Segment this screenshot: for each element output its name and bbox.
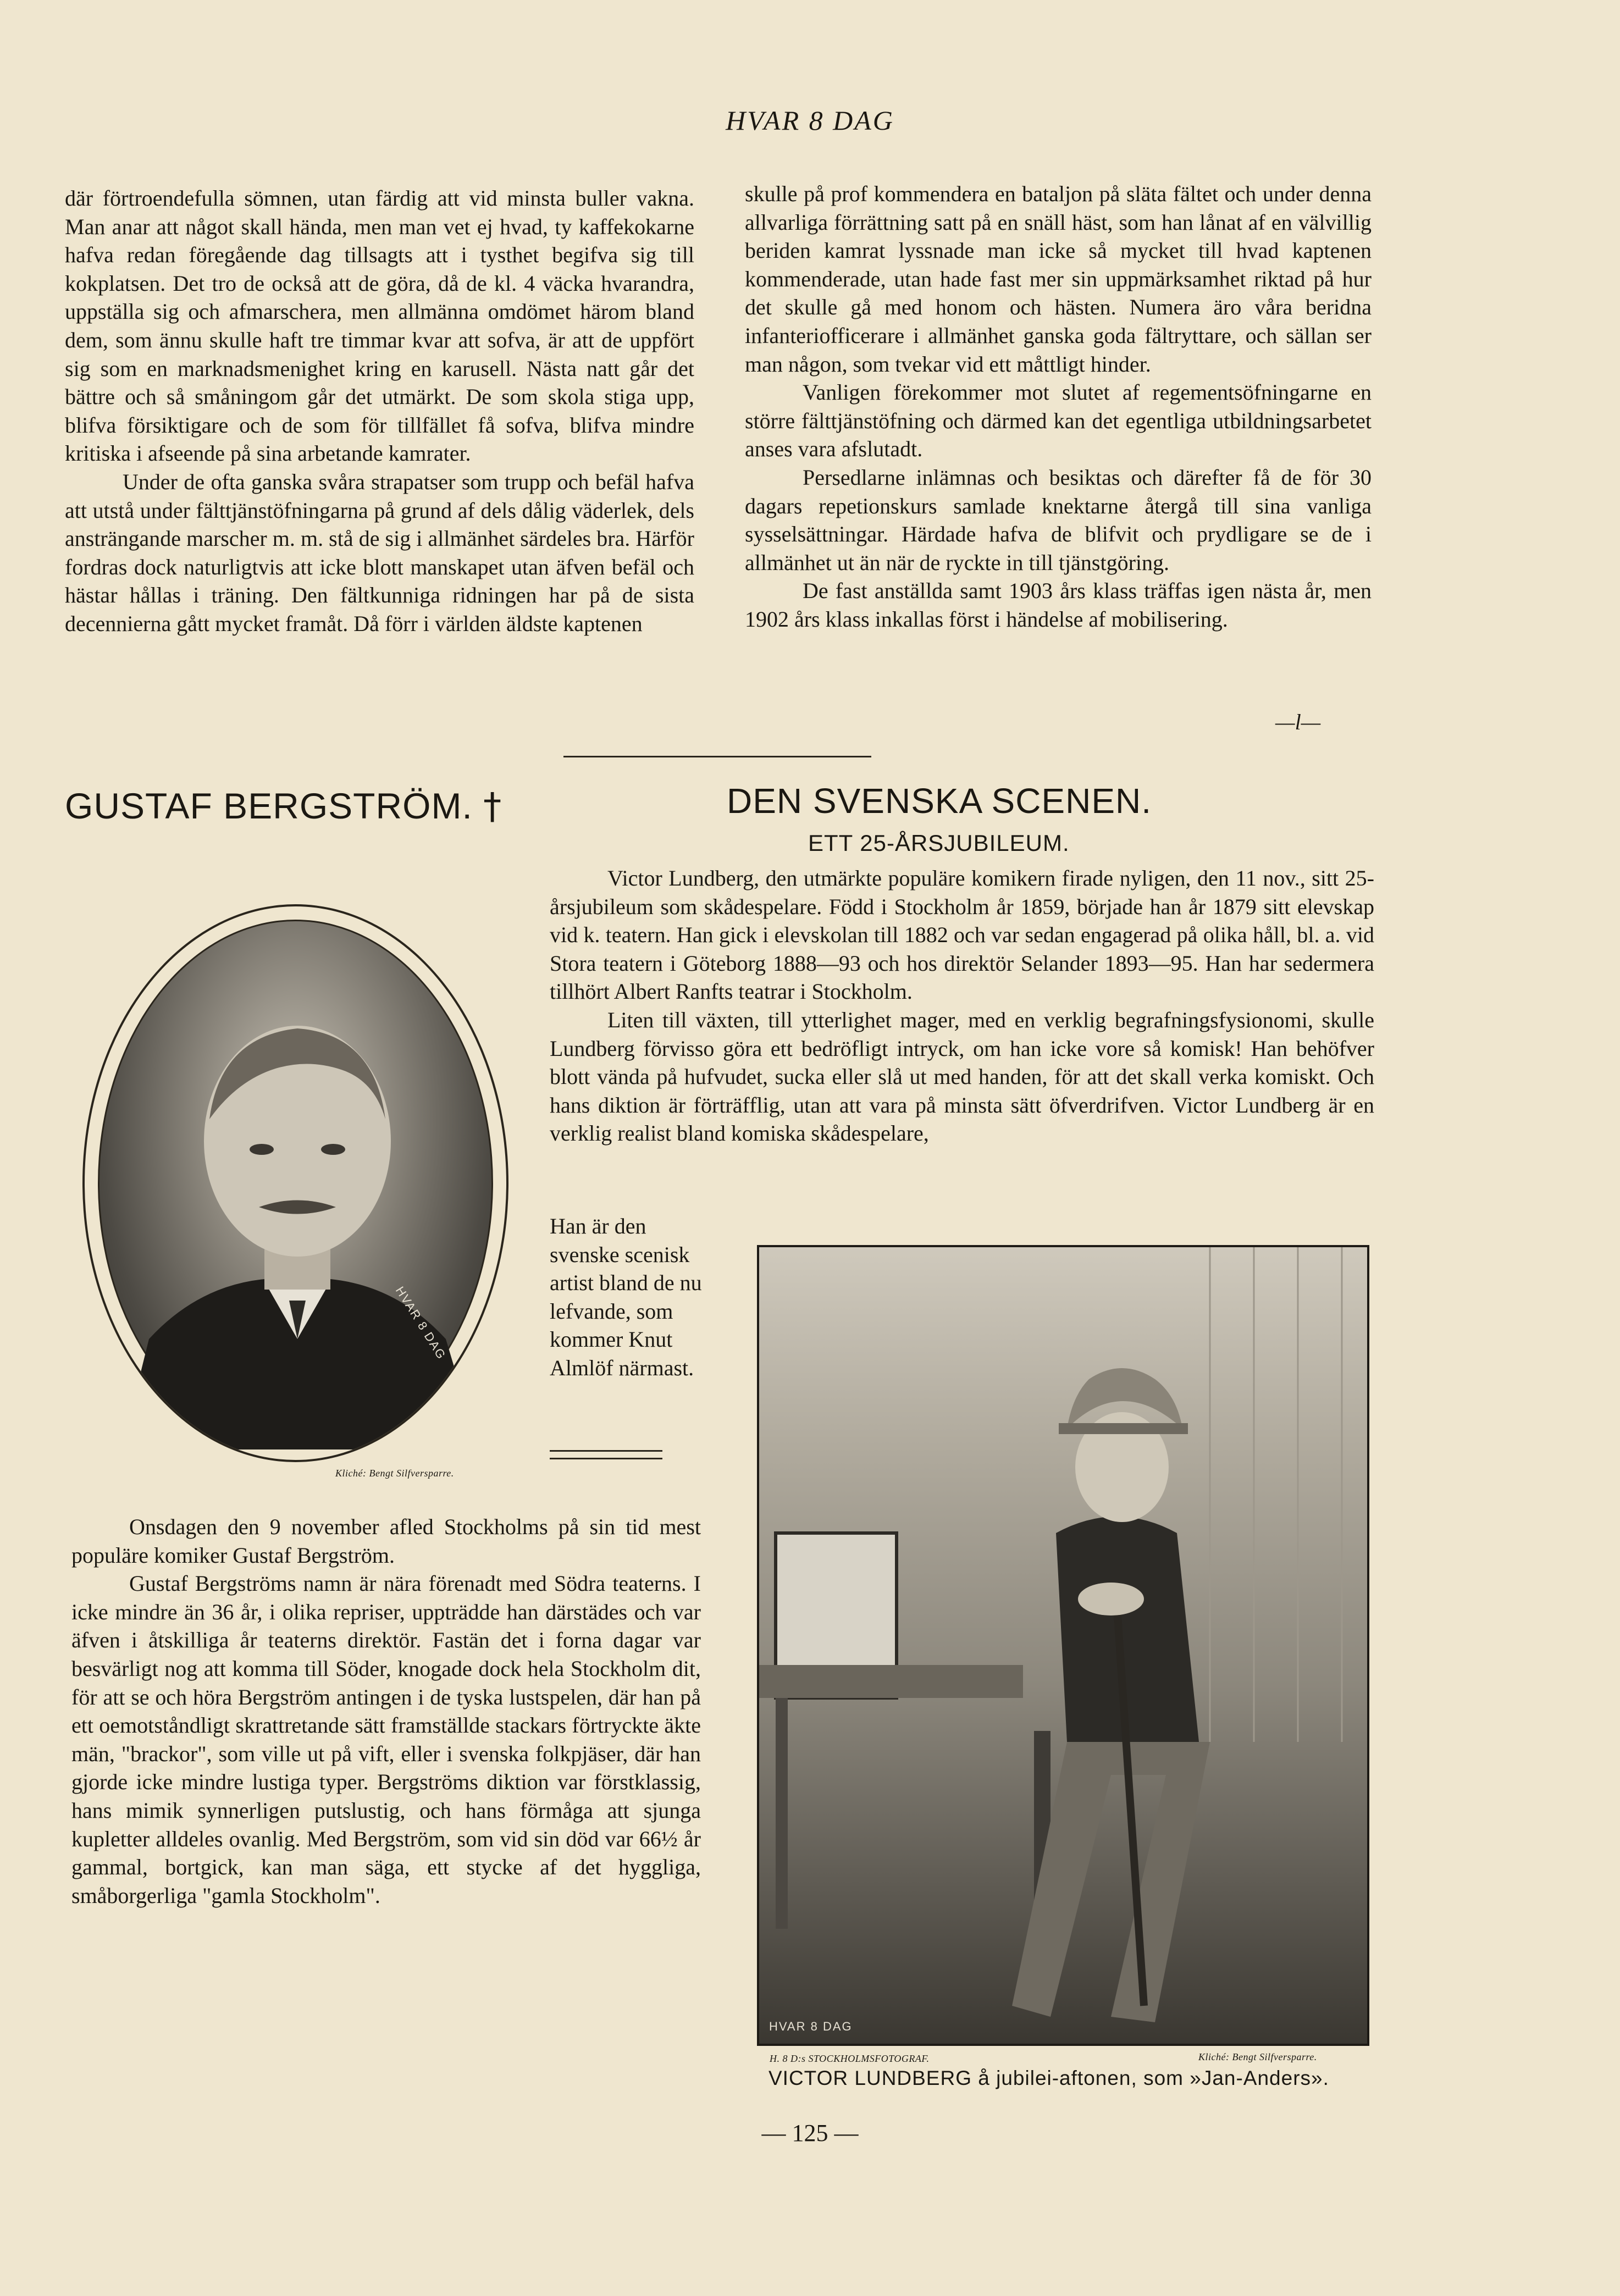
bergstrom-portrait	[82, 904, 508, 1462]
photo-credit-right: Kliché: Bengt Silfversparre.	[1198, 2051, 1317, 2062]
paragraph: Victor Lundberg, den utmärkte populäre komikern firade nyligen, den 11 nov., sitt 25-årsjubileum som skådespelare. Född i Stockholm år 1859, började han år 1879 sitt elevskap vid k. teatern. Han gick i elevskolan till 1882 och var sedan engagerad på olika håll, bl. a. vid Stora teatern i Göteborg 1888—93 och hos direktör Selander 1893—95. Han har sedermera tillhört Albert Ranfts teatrar i Stockholm.	[550, 866, 1374, 1004]
scenen-subtitle: ETT 25-ÅRSJUBILEUM.	[808, 830, 1070, 856]
paragraph: Persedlarne inlämnas och besiktas och därefter få de för 30 dagars repetionskurs samlade knektarne återgå till sina vanliga sysselsättningar. Härdade hafva de blifvit och prydligare se de i allmänhet ut än när de ryckte in till tjänstgöring.	[745, 464, 1372, 575]
mid-divider-1	[550, 1450, 662, 1452]
paragraph: Onsdagen den 9 november afled Stockholms på sin tid mest populäre komiker Gustaf Bergström.	[71, 1514, 701, 1568]
photo-watermark: HVAR 8 DAG	[769, 2020, 853, 2033]
paragraph: skulle på prof kommendera en bataljon på släta fältet och under denna allvarliga förrättning satt på en snäll häst, som han lånat af en välvillig beriden kamrat lyssnade man icke så mycket till hvad kaptenen kommenderade, utan hade fast mer sin uppmärksamhet riktad på hur det skulle gå med honom och hästen. Numera äro våra beridna infanteriofficerare i allmänhet ganska goda fältryttare, och sällan ser man någon, som tvekar vid ett måttligt hinder.	[745, 181, 1372, 377]
signature: —l—	[1275, 710, 1321, 734]
photo-credit-left: H. 8 D:s STOCKHOLMSFOTOGRAF.	[770, 2053, 930, 2064]
paragraph: Gustaf Bergströms namn är nära förenadt med Södra teaterns. I icke mindre än 36 år, i olika repriser, uppträdde han därstädes och var äfven i åtskilliga år teaterns direktör. Fastän det i forna dagar var besvärligt nog att komma till Söder, knogade dock hela Stockholm dit, för att se och höra Bergström antingen i de tyska lustspelen, där han på ett oemotståndligt skrattretande sätt framställde stackars förtryckte äkte män, "brackor", som ville ut på vift, eller i svenska folkpjäser, där han gjorde icke mindre lustiga typer. Bergströms diktion var förstklassig, hans mimik synnerligen putslustig, och hans förmåga att sjunga kupletter alldeles ovanlig. Med Bergström, som vid sin död var 66½ år gammal, bortgick, kan man säga, ett stycke af det hyggliga, småborgerliga "gamla Stockholm".	[71, 1571, 701, 1908]
lundberg-figure	[759, 1247, 1367, 2044]
paragraph: De fast anställda samt 1903 års klass träffas igen nästa år, men 1902 års klass inkallas först i händelse af mobilisering.	[745, 578, 1372, 632]
bergstrom-text	[71, 1513, 701, 1910]
photo-caption: VICTOR LUNDBERG å jubilei-aftonen, som »Jan-Anders».	[768, 2067, 1329, 2089]
bergstrom-title-text: GUSTAF BERGSTRÖM.	[65, 785, 473, 826]
running-head: HVAR 8 DAG	[726, 105, 894, 136]
paragraph: Vanligen förekommer mot slutet af regementsöfningarne en större fälttjänstöfning och därmed kan det egentliga utbildningsarbetet anses vara afslutadt.	[745, 380, 1372, 462]
scenen-wrap-text	[550, 1212, 712, 1382]
paragraph: där förtroendefulla sömnen, utan färdig att vid minsta buller vakna. Man anar att något skall hända, men man vet ej hvad, ty kaffekokarne hafva redan föregående dag tillsagts att i tysthet begifva sig till kokplatsen. Det tro de också att de göra, då de kl. 4 väcka hvarandra, uppställa sig och afmarschera, men allmänna omdömet härom bland dem, som ännu skulle haft tre timmar kvar att sofva, är att de uppfört sig som en marknadsmenighet kring en karusell. Nästa natt går det bättre och så småningom går det utmärkt. De som skola stiga upp, blifva försiktigare och de som för tillfället få sofva, blifva mindre kritiska i afseende på sina arbetande kamrater.	[65, 186, 694, 466]
mid-divider-2	[550, 1458, 662, 1459]
page-number: — 125 —	[761, 2120, 859, 2146]
portrait-watermark: HVAR 8 DAG	[392, 1284, 449, 1362]
paragraph: Liten till växten, till ytterlighet mager, med en verklig begrafningsfysionomi, skulle Lundberg förvisso göra ett bedröfligt intryck, om han icke vore så komisk! Han behöfver blott vända på hufvudet, sucka eller slå ut med handen, för att det skall verka komiskt. Och hans diktion är förträfflig, utan att vara på minsta sätt öfverdrifven. Victor Lundberg är en verklig realist bland komiska skådespelare,	[550, 1007, 1374, 1146]
scenen-title: DEN SVENSKA SCENEN.	[727, 781, 1152, 821]
portrait-figure	[99, 921, 496, 1449]
cross-icon: †	[483, 785, 502, 827]
left-top-column	[65, 184, 694, 638]
portrait-credit: Kliché: Bengt Silfversparre.	[335, 1468, 454, 1479]
wrap-paragraph: Han är den svenske scenisk artist bland de nu lefvande, som kommer Knut Almlöf närmast.	[550, 1214, 702, 1380]
lundberg-photo	[757, 1245, 1369, 2046]
bergstrom-title	[65, 785, 502, 827]
scenen-text	[550, 864, 1374, 1148]
paragraph: Under de ofta ganska svåra strapatser som trupp och befäl hafva att utstå under fälttjänstöfningarna på grund af dels dålig väderlek, dels ansträngande marscher m. m. stå de sig i allmänhet särdeles bra. Härför fordras dock naturligtvis att icke blott manskapet utan äfven befäl och hästar hållas i träning. Den fältkunniga ridningen har på de sista decennierna gått mycket framåt. Då förr i världen äldste kaptenen	[65, 469, 694, 636]
portrait-photo	[98, 920, 493, 1447]
top-divider	[563, 756, 871, 757]
right-top-column	[745, 180, 1372, 634]
